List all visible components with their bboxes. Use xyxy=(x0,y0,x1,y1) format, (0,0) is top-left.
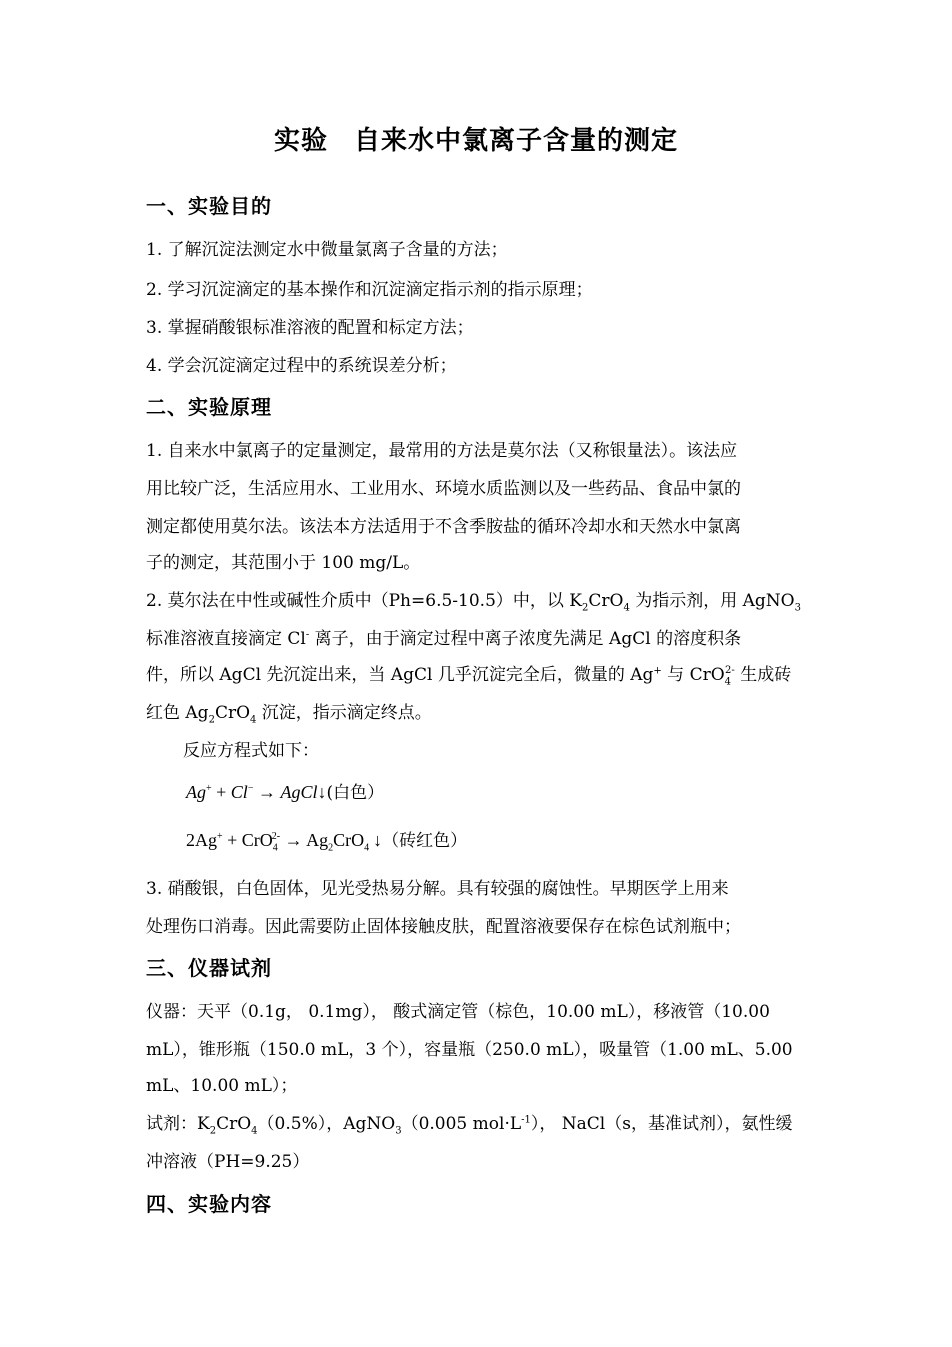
list-item: 2. 学习沉淀滴定的基本操作和沉淀滴定指示剂的指示原理； xyxy=(146,280,593,300)
section-heading-1: 一、实验目的 xyxy=(146,194,272,218)
paragraph-line: 仪器：天平（0.1g， 0.1mg）， 酸式滴定管（棕色，10.00 mL），移液管（10.00 xyxy=(146,1002,770,1022)
paragraph-line: 3. 硝酸银，白色固体，见光受热易分解。具有较强的腐蚀性。早期医学上用来 xyxy=(146,879,729,899)
section-heading-4: 四、实验内容 xyxy=(146,1192,272,1216)
title-part2: 自来水中氯离子含量的测定 xyxy=(354,126,679,156)
paragraph-line: 红色 $Ag_2CrO_4$ 沉淀，指示滴定终点。 xyxy=(146,703,432,726)
list-item: 3. 掌握硝酸银标准溶液的配置和标定方法； xyxy=(146,318,474,338)
paragraph-line: 冲溶液（PH=9.25） xyxy=(146,1152,310,1172)
paragraph-line: 测定都使用莫尔法。该法本方法适用于不含季胺盐的循环冷却水和天然水中氯离 xyxy=(146,517,741,537)
list-item: 1. 了解沉淀法测定水中微量氯离子含量的方法； xyxy=(146,240,508,260)
paragraph-line: 子的测定，其范围小于 100 mg/L。 xyxy=(146,553,421,573)
paragraph-line: 用比较广泛，生活应用水、工业用水、环境水质监测以及一些药品、食品中氯的 xyxy=(146,479,741,499)
paragraph-line: 1. 自来水中氯离子的定量测定，最常用的方法是莫尔法（又称银量法）。该法应 xyxy=(146,441,738,461)
equation-1: Ag+ + Cl− → AgCl↓(白色） xyxy=(186,782,385,803)
title-part1: 实验 xyxy=(273,126,328,156)
paragraph-line: 2. 莫尔法在中性或碱性介质中（Ph=6.5-10.5）中，以 $K_2CrO_4$ 为指示剂，用 AgNO$_3$ xyxy=(146,591,801,614)
equation-2: $2Ag^+ + CrO_4^{2-} \to Ag_2CrO_4$ ↓（砖红色） xyxy=(186,830,468,854)
paragraph-line: 件，所以 AgCl 先沉淀出来，当 AgCl 几乎沉淀完全后，微量的 Ag+ 与 CrO$_4^{2-}$ 生成砖 xyxy=(146,665,792,688)
page-title xyxy=(0,120,952,157)
list-item: 4. 学会沉淀滴定过程中的系统误差分析； xyxy=(146,356,457,376)
paragraph-line: 处理伤口消毒。因此需要防止固体接触皮肤，配置溶液要保存在棕色试剂瓶中； xyxy=(146,917,741,937)
paragraph-line: 试剂：$K_2CrO_4(0.5\%)$，AgNO$_3$（0.005 $mol\cdot L^{-1}$）， NaCl（s，基准试剂），氨性缓 xyxy=(146,1114,793,1137)
section-heading-3: 三、仪器试剂 xyxy=(146,956,272,980)
paragraph-line: 标准溶液直接滴定 Cl- 离子，由于滴定过程中离子浓度先满足 AgCl 的溶度积条 xyxy=(146,629,742,649)
equation-intro: 反应方程式如下： xyxy=(183,741,319,761)
paragraph-line: mL、10.00 mL）； xyxy=(146,1076,298,1096)
paragraph-line: mL），锥形瓶（150.0 mL，3 个），容量瓶（250.0 mL），吸量管（1.00 mL、5.00 xyxy=(146,1040,793,1060)
section-heading-2: 二、实验原理 xyxy=(146,395,272,419)
